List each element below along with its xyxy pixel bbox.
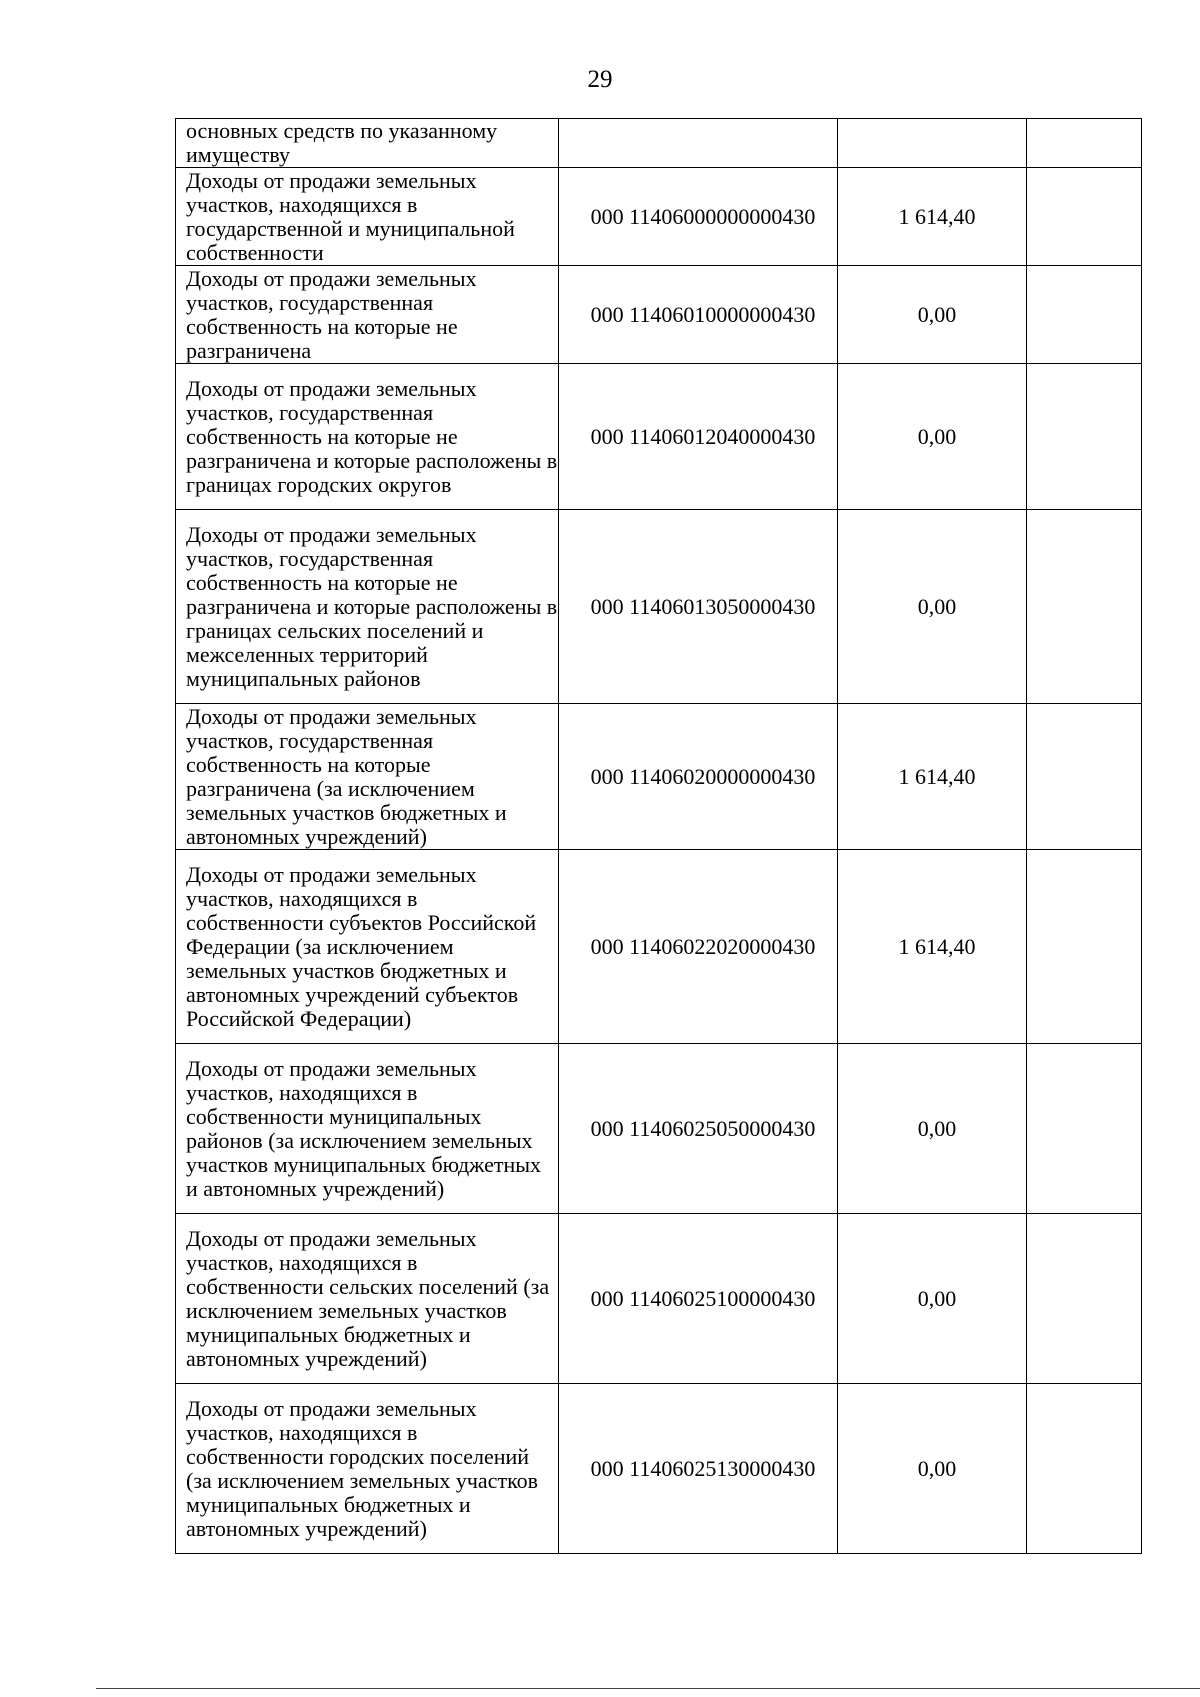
row-code: 000 11406025050000430 — [559, 1044, 838, 1214]
row-value: 1 614,40 — [838, 850, 1027, 1044]
row-blank-cell — [1027, 119, 1142, 168]
row-code: 000 11406010000000430 — [559, 266, 838, 364]
row-value: 1 614,40 — [838, 704, 1027, 850]
row-name: Доходы от продажи земельных участков, находящихся в собственности субъектов Российской Федерации (за исключением земельных участков бюджетных и автономных учреждений субъектов Российской Федерации) — [176, 850, 559, 1044]
row-code: 000 11406025130000430 — [559, 1384, 838, 1554]
table-row — [176, 1044, 1142, 1214]
row-code: 000 11406020000000430 — [559, 704, 838, 850]
row-value: 0,00 — [838, 266, 1027, 364]
page-number: 29 — [587, 66, 613, 93]
row-code: 000 11406012040000430 — [559, 364, 838, 510]
row-code — [559, 119, 838, 168]
row-blank-cell — [1027, 168, 1142, 266]
table-row — [176, 364, 1142, 510]
table-row — [176, 266, 1142, 364]
row-name: Доходы от продажи земельных участков, государственная собственность на которые не разграничена — [176, 266, 559, 364]
page-bottom-edge — [96, 1688, 1200, 1689]
row-name: Доходы от продажи земельных участков, находящихся в собственности муниципальных районов (за исключением земельных участков муниципальных бюджетных и автономных учреждений) — [176, 1044, 559, 1214]
row-blank-cell — [1027, 266, 1142, 364]
row-value: 0,00 — [838, 1384, 1027, 1554]
row-code: 000 11406000000000430 — [559, 168, 838, 266]
table-row — [176, 510, 1142, 704]
row-name: Доходы от продажи земельных участков, находящихся в собственности сельских поселений (за исключением земельных участков муниципальных бюджетных и автономных учреждений) — [176, 1214, 559, 1384]
table-row — [176, 1214, 1142, 1384]
row-blank-cell — [1027, 850, 1142, 1044]
row-value: 0,00 — [838, 510, 1027, 704]
row-blank-cell — [1027, 704, 1142, 850]
row-value: 0,00 — [838, 1214, 1027, 1384]
row-code: 000 11406025100000430 — [559, 1214, 838, 1384]
row-blank-cell — [1027, 364, 1142, 510]
table-row — [176, 168, 1142, 266]
row-blank-cell — [1027, 510, 1142, 704]
row-name: Доходы от продажи земельных участков, находящихся в собственности городских поселений (за исключением земельных участков муниципальных бюджетных и автономных учреждений) — [176, 1384, 559, 1554]
row-blank-cell — [1027, 1214, 1142, 1384]
row-value — [838, 119, 1027, 168]
row-value: 0,00 — [838, 364, 1027, 510]
row-value: 1 614,40 — [838, 168, 1027, 266]
table-row — [176, 850, 1142, 1044]
row-name: Доходы от продажи земельных участков, государственная собственность на которые не разграничена и которые расположены в границах сельских поселений и межселенных территорий муниципальных районов — [176, 510, 559, 704]
table-row — [176, 1384, 1142, 1554]
row-code: 000 11406022020000430 — [559, 850, 838, 1044]
row-blank-cell — [1027, 1384, 1142, 1554]
row-name: основных средств по указанному имуществу — [176, 119, 559, 168]
row-name: Доходы от продажи земельных участков, государственная собственность на которые разграничена (за исключением земельных участков бюджетных и автономных учреждений) — [176, 704, 559, 850]
row-code: 000 11406013050000430 — [559, 510, 838, 704]
row-blank-cell — [1027, 1044, 1142, 1214]
row-name: Доходы от продажи земельных участков, государственная собственность на которые не разграничена и которые расположены в границах городских округов — [176, 364, 559, 510]
revenue-table — [175, 118, 1142, 1554]
row-value: 0,00 — [838, 1044, 1027, 1214]
table-row — [176, 704, 1142, 850]
row-name: Доходы от продажи земельных участков, находящихся в государственной и муниципальной собственности — [176, 168, 559, 266]
table-row — [176, 119, 1142, 168]
